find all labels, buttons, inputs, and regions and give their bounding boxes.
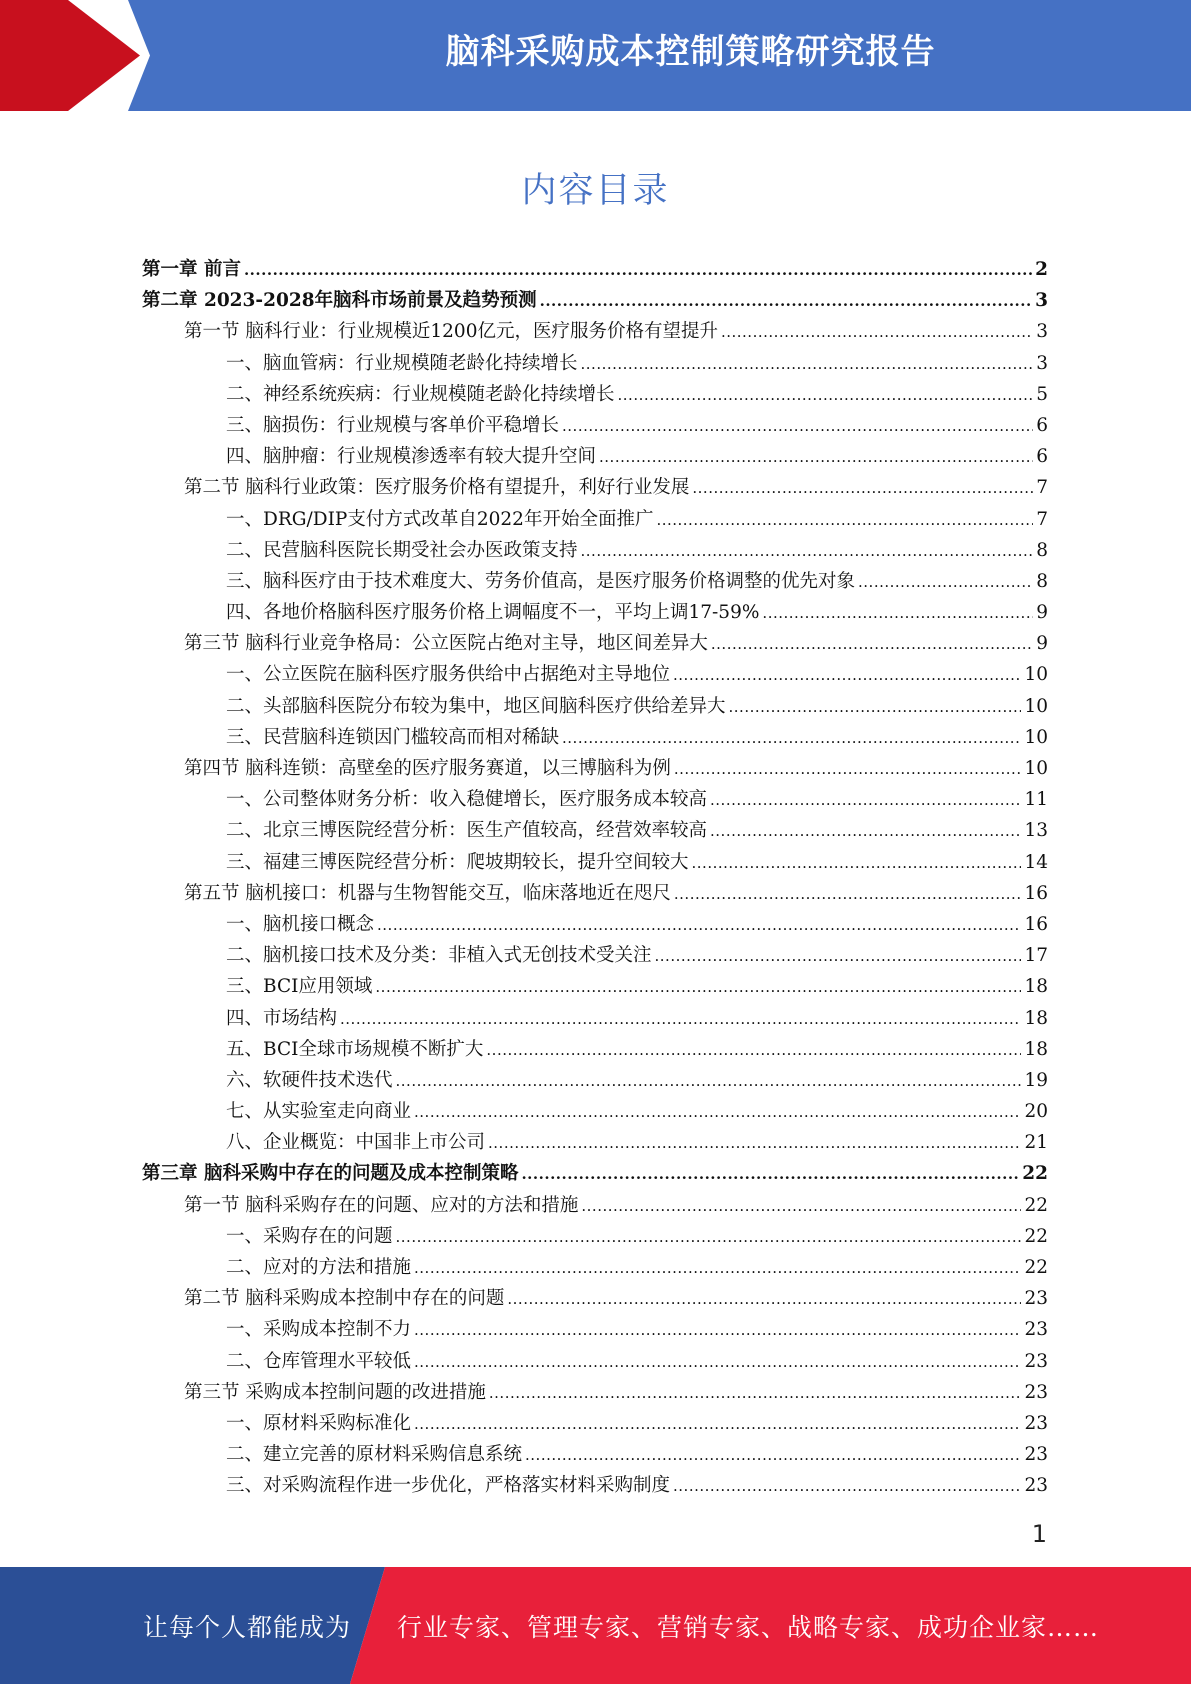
toc-entry[interactable] xyxy=(142,597,1048,628)
toc-entry-page: 9 xyxy=(1036,602,1048,624)
toc-dot-leader xyxy=(674,879,1022,910)
toc-entry[interactable] xyxy=(142,1158,1048,1189)
toc-entry[interactable] xyxy=(142,1314,1048,1345)
toc-entry-page: 22 xyxy=(1022,1163,1048,1185)
toc-entry-label: 第二章 2023-2028年脑科市场前景及趋势预测 xyxy=(142,290,537,312)
toc-entry-page: 6 xyxy=(1036,446,1048,468)
toc-entry-label: 三、脑科医疗由于技术难度大、劳务价值高，是医疗服务价格调整的优先对象 xyxy=(226,570,856,592)
toc-dot-leader xyxy=(414,1315,1021,1346)
toc-entry-page: 6 xyxy=(1036,414,1048,436)
toc-dot-leader xyxy=(375,972,1021,1003)
toc-entry-label: 一、公司整体财务分析：收入稳健增长，医疗服务成本较高 xyxy=(226,789,708,811)
toc-entry-page: 18 xyxy=(1024,1038,1048,1060)
toc-entry-label: 二、脑机接口技术及分类：非植入式无创技术受关注 xyxy=(226,945,652,967)
toc-dot-leader xyxy=(396,1066,1022,1097)
toc-entry-page: 16 xyxy=(1024,913,1048,935)
toc-entry[interactable] xyxy=(142,379,1048,410)
toc-entry-page: 11 xyxy=(1024,789,1048,811)
toc-entry[interactable] xyxy=(142,410,1048,441)
toc-entry-label: 一、采购存在的问题 xyxy=(226,1225,393,1247)
toc-entry-page: 14 xyxy=(1024,851,1048,873)
toc-entry-page: 10 xyxy=(1024,726,1048,748)
toc-entry[interactable] xyxy=(142,691,1048,722)
toc-entry-label: 一、原材料采购标准化 xyxy=(226,1412,412,1434)
toc-dot-leader xyxy=(562,723,1021,754)
toc-dot-leader xyxy=(414,1097,1021,1128)
toc-dot-leader xyxy=(521,1159,1019,1190)
toc-dot-leader xyxy=(674,754,1022,785)
toc-entry-label: 第四节 脑科连锁：高壁垒的医疗服务赛道，以三博脑科为例 xyxy=(184,758,671,779)
toc-entry[interactable] xyxy=(142,1127,1048,1158)
toc-entry-label: 一、脑血管病：行业规模随老龄化持续增长 xyxy=(226,352,578,374)
toc-dot-leader xyxy=(581,1191,1021,1222)
toc-entry-page: 22 xyxy=(1024,1225,1048,1247)
toc-entry[interactable] xyxy=(142,971,1048,1002)
toc-entry-page: 19 xyxy=(1024,1069,1048,1091)
toc-entry[interactable] xyxy=(142,722,1048,753)
toc-entry-label: 第二节 脑科采购成本控制中存在的问题 xyxy=(184,1288,505,1310)
toc-entry-label: 一、公立医院在脑科医疗服务供给中占据绝对主导地位 xyxy=(226,664,671,686)
toc-dot-leader xyxy=(692,848,1022,879)
toc-dot-leader xyxy=(562,411,1033,442)
toc-entry-page: 3 xyxy=(1035,290,1048,312)
toc-entry-page: 16 xyxy=(1024,882,1048,904)
toc-dot-leader xyxy=(762,598,1033,629)
toc-dot-leader xyxy=(414,1253,1021,1284)
toc-entry-label: 第一节 脑科采购存在的问题、应对的方法和措施 xyxy=(184,1194,579,1216)
toc-entry-label: 一、采购成本控制不力 xyxy=(226,1319,412,1341)
toc-dot-leader xyxy=(414,1409,1021,1440)
toc-entry-label: 第三节 脑科行业竞争格局：公立医院占绝对主导，地区间差异大 xyxy=(184,633,708,655)
toc-entry[interactable] xyxy=(142,940,1048,971)
toc-entry-page: 5 xyxy=(1036,383,1048,405)
toc-entry-label: 二、仓库管理水平较低 xyxy=(226,1350,412,1372)
toc-entry-page: 21 xyxy=(1024,1132,1048,1154)
toc-entry-page: 7 xyxy=(1036,477,1048,499)
toc-dot-leader xyxy=(858,567,1033,598)
toc-entry[interactable] xyxy=(142,254,1048,285)
toc-entry-page: 18 xyxy=(1024,1007,1048,1029)
toc-dot-leader xyxy=(489,1378,1022,1409)
document-title: 脑科采购成本控制策略研究报告 xyxy=(445,32,936,72)
toc-entry-label: 二、应对的方法和措施 xyxy=(226,1257,412,1278)
toc-entry-label: 二、北京三博医院经营分析：医生产值较高，经营效率较高 xyxy=(226,820,708,842)
toc-entry[interactable] xyxy=(142,878,1048,909)
toc-entry-page: 2 xyxy=(1035,259,1048,280)
toc-entry[interactable] xyxy=(142,1346,1048,1377)
toc-entry[interactable] xyxy=(142,285,1048,316)
toc-entry[interactable] xyxy=(142,1190,1048,1221)
toc-entry-label: 二、神经系统疾病：行业规模随老龄化持续增长 xyxy=(226,383,615,405)
toc-dot-leader xyxy=(507,1284,1021,1315)
toc-entry[interactable] xyxy=(142,1439,1048,1470)
toc-entry[interactable] xyxy=(142,316,1048,347)
toc-entry-page: 22 xyxy=(1024,1257,1048,1278)
toc-entry[interactable] xyxy=(142,1283,1048,1314)
toc-entry-page: 23 xyxy=(1024,1319,1048,1341)
toc-dot-leader xyxy=(244,255,1032,286)
toc-entry-page: 10 xyxy=(1024,695,1048,717)
toc-entry-label: 二、民营脑科医院长期受社会办医政策支持 xyxy=(226,539,578,561)
toc-entry[interactable] xyxy=(142,504,1048,535)
toc-entry[interactable] xyxy=(142,815,1048,846)
toc-dot-leader xyxy=(618,380,1034,411)
toc-entry[interactable] xyxy=(142,909,1048,940)
toc-dot-leader xyxy=(525,1440,1021,1471)
toc-entry[interactable] xyxy=(142,1221,1048,1252)
toc-dot-leader xyxy=(414,1347,1021,1378)
header-banner xyxy=(0,0,1191,111)
toc-entry-label: 六、软硬件技术迭代 xyxy=(226,1069,393,1091)
toc-entry[interactable] xyxy=(142,348,1048,379)
toc-dot-leader xyxy=(721,317,1033,348)
toc-entry-page: 8 xyxy=(1036,539,1048,561)
toc-entry-label: 三、民营脑科连锁因门槛较高而相对稀缺 xyxy=(226,726,560,748)
toc-entry-page: 7 xyxy=(1036,508,1048,530)
toc-dot-leader xyxy=(340,1004,1021,1035)
toc-dot-leader xyxy=(656,505,1033,536)
footer-banner xyxy=(0,1567,1191,1684)
toc-entry[interactable] xyxy=(142,784,1048,815)
toc-entry[interactable] xyxy=(142,753,1048,784)
toc-entry-page: 23 xyxy=(1024,1444,1048,1466)
toc-entry[interactable] xyxy=(142,1034,1048,1065)
toc-dot-leader xyxy=(710,816,1021,847)
toc-entry-label: 二、建立完善的原材料采购信息系统 xyxy=(226,1444,523,1466)
toc-entry-label: 四、市场结构 xyxy=(226,1007,338,1029)
toc-dot-leader xyxy=(692,473,1033,504)
toc-entry-label: 一、DRG/DIP支付方式改革自2022年开始全面推广 xyxy=(226,508,654,530)
toc-dot-leader xyxy=(581,349,1034,380)
toc-entry-page: 23 xyxy=(1024,1381,1048,1403)
toc-dot-leader xyxy=(581,536,1034,567)
toc-entry[interactable] xyxy=(142,1408,1048,1439)
toc-entry[interactable] xyxy=(142,472,1048,503)
toc-entry[interactable] xyxy=(142,1470,1048,1501)
toc-entry[interactable] xyxy=(142,847,1048,878)
toc-entry-label: 二、头部脑科医院分布较为集中，地区间脑科医疗供给差异大 xyxy=(226,695,726,717)
toc-entry-label: 七、从实验室走向商业 xyxy=(226,1101,412,1123)
toc-entry-label: 第三节 采购成本控制问题的改进措施 xyxy=(184,1381,486,1403)
toc-entry-page: 9 xyxy=(1036,633,1048,655)
toc-entry[interactable] xyxy=(142,1096,1048,1127)
toc-entry-page: 20 xyxy=(1024,1101,1048,1123)
footer-slogan-left: 让每个人都能成为 xyxy=(143,1613,352,1642)
toc-entry-label: 第五节 脑机接口：机器与生物智能交互，临床落地近在咫尺 xyxy=(184,882,671,904)
toc-dot-leader xyxy=(486,1035,1021,1066)
toc-entry-label: 一、脑机接口概念 xyxy=(226,913,375,935)
toc-entry-label: 第三章 脑科采购中存在的问题及成本控制策略 xyxy=(142,1163,519,1185)
toc-list xyxy=(142,254,1048,1502)
toc-entry-page: 10 xyxy=(1024,758,1048,779)
toc-entry-page: 23 xyxy=(1024,1475,1048,1497)
toc-entry[interactable] xyxy=(142,1377,1048,1408)
toc-entry[interactable] xyxy=(142,1003,1048,1034)
toc-entry-label: 三、对采购流程作进一步优化，严格落实材料采购制度 xyxy=(226,1475,671,1497)
toc-dot-leader xyxy=(729,692,1022,723)
toc-entry-label: 四、各地价格脑科医疗服务价格上调幅度不一，平均上调17-59% xyxy=(226,602,760,624)
toc-dot-leader xyxy=(655,941,1022,972)
page-number: 1 xyxy=(1031,1520,1047,1548)
toc-entry-page: 3 xyxy=(1036,352,1048,374)
toc-entry-label: 八、企业概览：中国非上市公司 xyxy=(226,1132,486,1154)
toc-dot-leader xyxy=(396,1222,1022,1253)
toc-entry[interactable] xyxy=(142,441,1048,472)
toc-entry-page: 13 xyxy=(1024,820,1048,842)
toc-dot-leader xyxy=(710,785,1021,816)
toc-dot-leader xyxy=(673,660,1021,691)
toc-entry-page: 3 xyxy=(1036,321,1048,343)
toc-entry-page: 23 xyxy=(1024,1412,1048,1434)
toc-dot-leader xyxy=(711,629,1033,660)
toc-entry[interactable] xyxy=(142,1065,1048,1096)
toc-entry-label: 三、BCI应用领域 xyxy=(226,976,373,998)
toc-dot-leader xyxy=(377,910,1021,941)
toc-dot-leader xyxy=(540,286,1033,317)
toc-entry[interactable] xyxy=(142,535,1048,566)
toc-heading: 内容目录 xyxy=(521,171,670,211)
toc-entry[interactable] xyxy=(142,628,1048,659)
toc-entry-page: 10 xyxy=(1024,664,1048,686)
toc-entry-label: 三、脑损伤：行业规模与客单价平稳增长 xyxy=(226,414,560,436)
toc-entry[interactable] xyxy=(142,566,1048,597)
toc-entry-page: 18 xyxy=(1024,976,1048,998)
toc-entry-page: 17 xyxy=(1024,945,1048,967)
toc-entry-page: 22 xyxy=(1024,1194,1048,1216)
toc-dot-leader xyxy=(599,442,1033,473)
footer-slogan-right: 行业专家、管理专家、营销专家、战略专家、成功企业家…… xyxy=(397,1613,1100,1642)
header-chevron-graphic xyxy=(0,0,150,111)
toc-entry-label: 第一章 前言 xyxy=(142,259,241,280)
toc-entry-label: 四、脑肿瘤：行业规模渗透率有较大提升空间 xyxy=(226,446,597,468)
toc-entry-label: 五、BCI全球市场规模不断扩大 xyxy=(226,1038,484,1060)
toc-entry-page: 23 xyxy=(1024,1350,1048,1372)
toc-entry-label: 第二节 脑科行业政策：医疗服务价格有望提升，利好行业发展 xyxy=(184,477,690,499)
toc-entry-label: 三、福建三博医院经营分析：爬坡期较长，提升空间较大 xyxy=(226,851,689,873)
toc-dot-leader xyxy=(673,1471,1021,1502)
toc-dot-leader xyxy=(488,1128,1021,1159)
toc-entry-label: 第一节 脑科行业：行业规模近1200亿元，医疗服务价格有望提升 xyxy=(184,321,718,343)
toc-entry-page: 23 xyxy=(1024,1288,1048,1310)
toc-entry[interactable] xyxy=(142,659,1048,690)
toc-entry-page: 8 xyxy=(1036,570,1048,592)
toc-entry[interactable] xyxy=(142,1252,1048,1283)
